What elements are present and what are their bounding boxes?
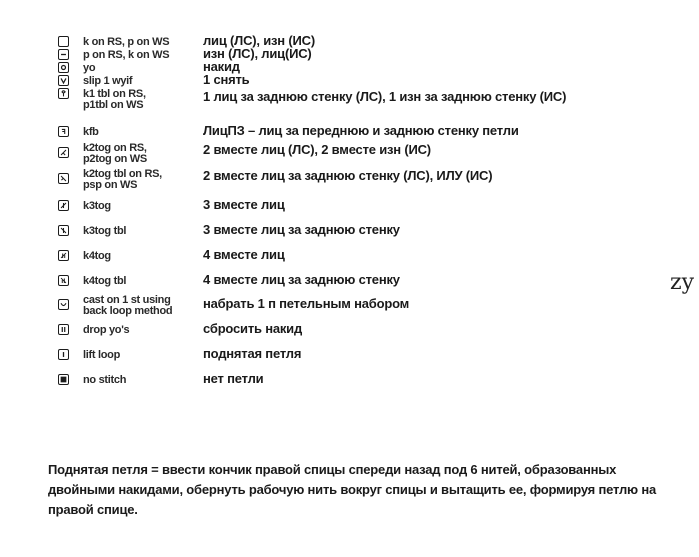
legend-en: yo xyxy=(83,62,96,74)
legend-ru: поднятая петля xyxy=(203,346,302,361)
legend-en: k3tog tbl xyxy=(83,225,127,237)
legend-en: k4tog xyxy=(83,250,111,262)
p-box-icon xyxy=(58,49,69,60)
k2tog-icon xyxy=(58,147,69,158)
cast-on-icon xyxy=(58,299,69,310)
k2tog-tbl-icon xyxy=(58,173,69,184)
legend-en: no stitch xyxy=(83,374,127,386)
legend-en-line2: psp on WS xyxy=(83,179,138,191)
side-text: zy xyxy=(670,270,695,295)
legend-ru: 3 вместе лиц xyxy=(203,197,285,212)
k1tbl-icon xyxy=(58,88,69,99)
legend-en-line2: p2tog on WS xyxy=(83,153,147,165)
k3tog-icon xyxy=(58,200,69,211)
legend-ru: лиц (ЛС), изн (ИС) xyxy=(203,33,315,48)
k4tog-tbl-icon xyxy=(58,275,69,286)
legend-en: p on RS, k on WS xyxy=(83,49,170,61)
legend-ru: сбросить накид xyxy=(203,321,303,336)
legend-ru: ЛицПЗ – лиц за переднюю и заднюю стенку петли xyxy=(203,123,519,138)
legend-en-line2: back loop method xyxy=(83,305,173,317)
k4tog-icon xyxy=(58,250,69,261)
legend-ru: нет петли xyxy=(203,371,264,386)
legend-ru: 4 вместе лиц за заднюю стенку xyxy=(203,272,400,287)
drop-yo-icon xyxy=(58,324,69,335)
legend-ru: 1 лиц за заднюю стенку (ЛС), 1 изн за заднюю стенку (ИС) xyxy=(203,89,567,104)
legend-ru: 1 снять xyxy=(203,72,250,87)
legend-en: k1 tbl on RS, xyxy=(83,88,146,100)
legend-en: kfb xyxy=(83,126,99,138)
legend-ru: изн (ЛС), лиц(ИС) xyxy=(203,46,312,61)
lift-loop-note: Поднятая петля = ввести кончик правой спицы спереди назад под 6 нитей, образованных двойными накидами, обернуть рабочую нить вокруг спицы и вытащить ее, формируя петлю на правой спице. xyxy=(48,462,657,517)
lift-loop-icon xyxy=(58,349,69,360)
legend-ru: накид xyxy=(203,59,240,74)
legend-ru: 4 вместе лиц xyxy=(203,247,285,262)
legend-en: k2tog tbl on RS, xyxy=(83,168,162,180)
legend-en: k on RS, p on WS xyxy=(83,36,170,48)
legend-ru: 2 вместе лиц (ЛС), 2 вместе изн (ИС) xyxy=(203,142,431,157)
k-box-icon xyxy=(58,36,69,47)
legend-en: cast on 1 st using xyxy=(83,294,171,306)
legend-en: k2tog on RS, xyxy=(83,142,147,154)
kfb-icon xyxy=(58,126,69,137)
legend-en: lift loop xyxy=(83,349,121,361)
yo-circle-icon xyxy=(58,62,69,73)
no-stitch-icon xyxy=(58,374,69,385)
legend-en-line2: p1tbl on WS xyxy=(83,99,144,111)
legend-ru: набрать 1 п петельным набором xyxy=(203,296,410,311)
legend-ru: 2 вместе лиц за заднюю стенку (ЛС), ИЛУ (ИС) xyxy=(203,168,493,183)
legend-en: k3tog xyxy=(83,200,111,212)
legend-en: k4tog tbl xyxy=(83,275,127,287)
legend-en: drop yo's xyxy=(83,324,130,336)
legend-ru: 3 вместе лиц за заднюю стенку xyxy=(203,222,400,237)
legend-en: slip 1 wyif xyxy=(83,75,133,87)
k3tog-tbl-icon xyxy=(58,225,69,236)
slip-v-icon xyxy=(58,75,69,86)
